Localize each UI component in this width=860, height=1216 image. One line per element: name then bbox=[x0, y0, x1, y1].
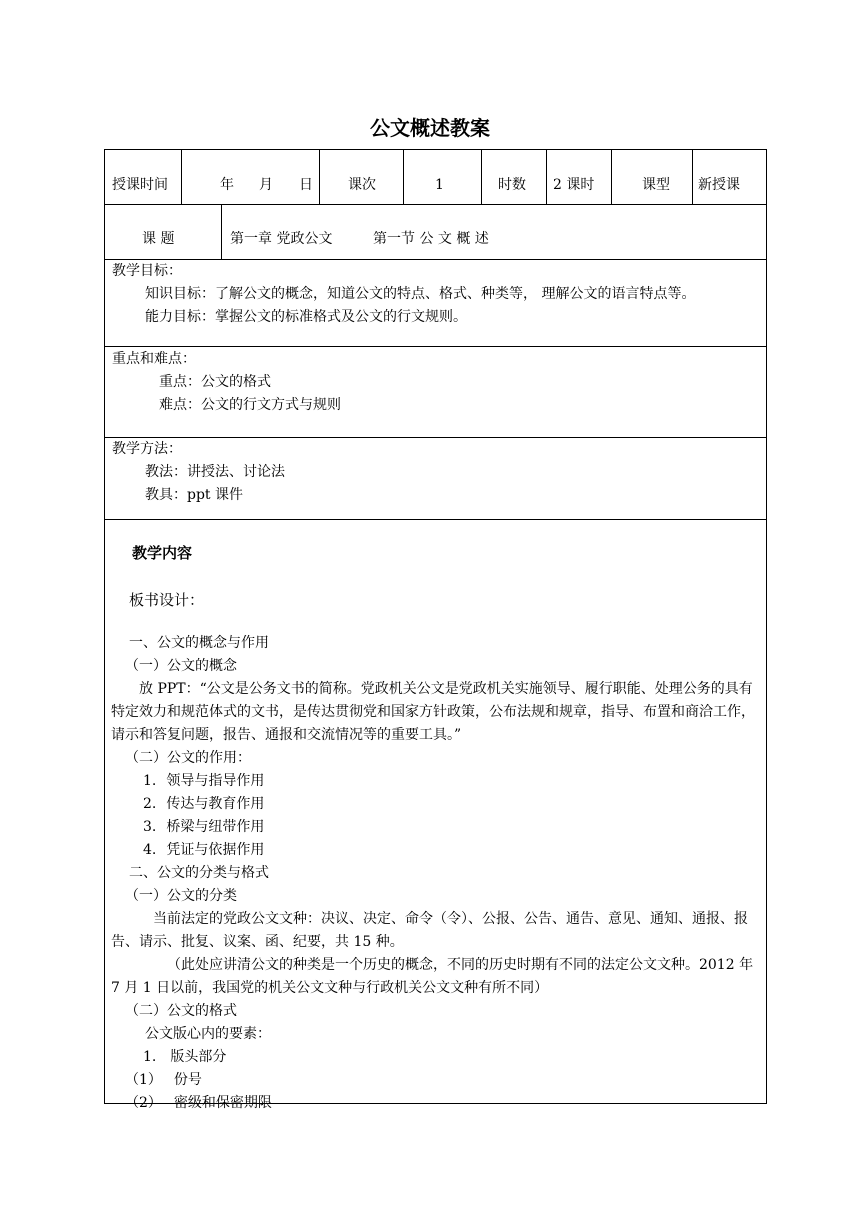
col-divider bbox=[221, 204, 222, 259]
list-item bbox=[143, 793, 264, 816]
list-number: 3. bbox=[143, 819, 157, 835]
lesson-plan-table bbox=[104, 149, 767, 1111]
month-label: 月 bbox=[259, 177, 273, 193]
session-value: 1 bbox=[435, 177, 444, 193]
key-points-label: 重点和难点： bbox=[112, 351, 196, 367]
list-text: 传达与教育作用 bbox=[166, 796, 265, 812]
key-point: 重点：公文的格式 bbox=[159, 374, 271, 390]
col-divider bbox=[319, 150, 320, 204]
list-item bbox=[143, 770, 264, 793]
sub-list-number: （1） bbox=[125, 1072, 162, 1088]
sub-list-item bbox=[125, 1069, 202, 1092]
list-item bbox=[143, 839, 264, 862]
difficulty-point: 难点：公文的行文方式与规则 bbox=[159, 397, 341, 413]
col-divider bbox=[181, 150, 182, 204]
list-number: 2. bbox=[143, 796, 157, 812]
list-text: 桥梁与纽带作用 bbox=[166, 819, 265, 835]
sub-list-number: （2） bbox=[125, 1095, 162, 1111]
section-2-1-heading: （一）公文的分类 bbox=[125, 888, 237, 904]
format-item-1: 1. 版头部分 bbox=[143, 1049, 227, 1065]
section-1-1-heading: （一）公文的概念 bbox=[125, 658, 237, 674]
section-1-heading: 一、公文的概念与作用 bbox=[129, 635, 269, 651]
list-item bbox=[143, 816, 264, 839]
objectives-label: 教学目标： bbox=[112, 263, 182, 279]
topic-label: 课 题 bbox=[142, 231, 175, 247]
col-divider bbox=[546, 150, 547, 204]
section-1-2-heading: （二）公文的作用： bbox=[125, 750, 251, 766]
day-label: 日 bbox=[299, 177, 313, 193]
row-divider bbox=[105, 519, 766, 520]
list-text: 凭证与依据作用 bbox=[166, 842, 265, 858]
col-divider bbox=[611, 150, 612, 204]
page-title: 公文概述教案 bbox=[370, 116, 490, 140]
teaching-tools: 教具：ppt 课件 bbox=[145, 487, 243, 503]
type-value: 新授课 bbox=[698, 177, 740, 193]
sub-list-text: 份号 bbox=[173, 1072, 202, 1088]
year-label: 年 bbox=[220, 177, 234, 193]
list-number: 1. bbox=[143, 773, 157, 789]
ability-objective: 能力目标：掌握公文的标准格式及公文的行文规则。 bbox=[145, 309, 467, 325]
format-intro: 公文版心内的要素： bbox=[145, 1026, 271, 1042]
board-design-label: 板书设计： bbox=[129, 591, 205, 609]
type-label: 课型 bbox=[642, 177, 670, 193]
row-divider bbox=[105, 437, 766, 438]
col-divider bbox=[403, 150, 404, 204]
topic-chapter: 第一章 党政公文 bbox=[230, 231, 333, 247]
hours-value: 2 课时 bbox=[553, 177, 595, 193]
list-number: 4. bbox=[143, 842, 157, 858]
list-text: 领导与指导作用 bbox=[166, 773, 265, 789]
knowledge-objective: 知识目标：了解公文的概念，知道公文的特点、格式、种类等， 理解公文的语言特点等。 bbox=[145, 286, 696, 302]
teaching-method: 教法：讲授法、讨论法 bbox=[145, 464, 285, 480]
col-divider bbox=[481, 150, 482, 204]
time-label: 授课时间 bbox=[112, 177, 168, 193]
session-label: 课次 bbox=[348, 177, 376, 193]
row-divider bbox=[105, 259, 766, 260]
content-heading: 教学内容 bbox=[132, 544, 193, 562]
hours-label: 时数 bbox=[498, 177, 526, 193]
concept-paragraph: 放 PPT：“公文是公务文书的简称。党政机关公文是党政机关实施领导、履行职能、处理公务的具有特定效力和规范体式的文书，是传达贯彻党和国家方针政策，公布法规和规章，指导、布置和商洽工作，请示和答复问题，报告、通报和交流情况等的重要工具。” bbox=[111, 681, 755, 743]
row-divider bbox=[105, 346, 766, 347]
section-2-heading: 二、公文的分类与格式 bbox=[129, 865, 269, 881]
classification-note: （此处应讲清公文的种类是一个历史的概念，不同的历史时期有不同的法定公文文种。2012 年 7 月 1 日以前，我国党的机关公文文种与行政机关公文文种有所不同） bbox=[111, 957, 754, 996]
row-divider bbox=[105, 204, 766, 205]
sub-list-item bbox=[125, 1092, 272, 1115]
section-2-2-heading: （二）公文的格式 bbox=[125, 1003, 237, 1019]
sub-list-text: 密级和保密期限 bbox=[173, 1095, 272, 1111]
col-divider bbox=[692, 150, 693, 204]
topic-section: 第一节 公 文 概 述 bbox=[373, 231, 489, 247]
classification-paragraph: 当前法定的党政公文文种：决议、决定、命令（令）、公报、公告、通告、意见、通知、通报、报告、请示、批复、议案、函、纪要，共 15 种。 bbox=[111, 911, 748, 950]
methods-label: 教学方法： bbox=[112, 441, 182, 457]
